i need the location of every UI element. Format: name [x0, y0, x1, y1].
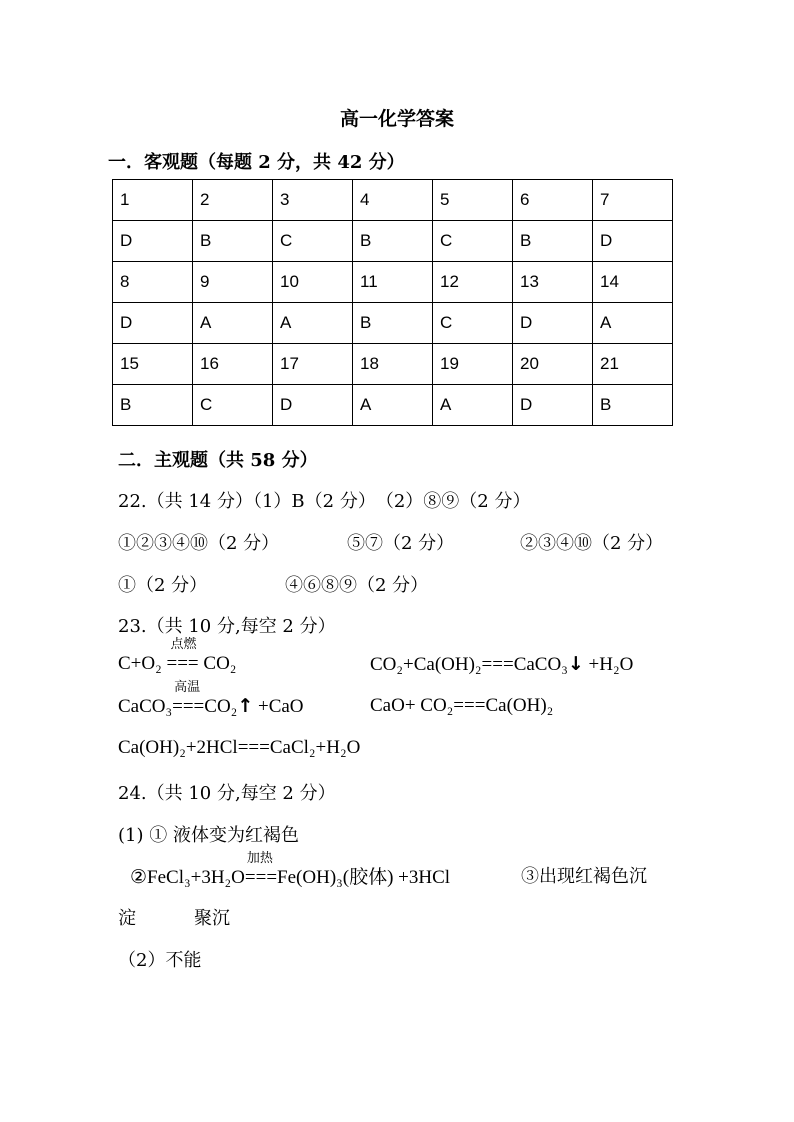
eq3-condition: 高温 [174, 679, 201, 694]
table-cell: B [593, 385, 673, 426]
page-title: 高一化学答案 [339, 108, 454, 130]
q24-equation [130, 850, 451, 889]
table-cell: D [113, 221, 193, 262]
table-cell: A [433, 385, 513, 426]
table-cell: 17 [273, 344, 353, 385]
q23-equation-4: CaO+ CO₂===Ca(OH)₂ [370, 695, 554, 716]
eq3-right: CO₂ [204, 696, 238, 717]
table-cell: B [353, 303, 433, 344]
table-row [113, 303, 673, 344]
table-cell: 20 [513, 344, 593, 385]
table-cell: 5 [433, 180, 513, 221]
table-cell: 13 [513, 262, 593, 303]
table-cell: D [593, 221, 673, 262]
q24-line4: （2）不能 [118, 950, 202, 971]
table-cell: 18 [353, 344, 433, 385]
table-cell: 21 [593, 344, 673, 385]
table-cell: C [433, 303, 513, 344]
table-cell: 2 [193, 180, 273, 221]
table-cell: 6 [513, 180, 593, 221]
eq3-sign: === [172, 696, 205, 717]
section1-heading: 一．客观题（每题 2 分，共 42 分） [108, 152, 405, 173]
table-cell: 8 [113, 262, 193, 303]
up-arrow-icon: ↑ [237, 695, 254, 717]
q23-equation-1 [118, 636, 237, 675]
table-row [113, 385, 673, 426]
q24-line1: (1) ① 液体变为红褐色 [118, 825, 299, 846]
q24-eq-left: ②FeCl₃+3H₂O [130, 867, 245, 888]
table-cell: D [273, 385, 353, 426]
eq1-condition: 点燃 [170, 636, 197, 651]
eq1-left: C+O₂ [118, 653, 167, 674]
table-cell: B [513, 221, 593, 262]
table-cell: 19 [433, 344, 513, 385]
table-row [113, 221, 673, 262]
down-arrow-icon: ↓ [567, 653, 584, 675]
table-cell: 1 [113, 180, 193, 221]
q24-line3b: 聚沉 [194, 908, 230, 929]
table-cell: 15 [113, 344, 193, 385]
eq1-sign: === [166, 653, 199, 674]
q22-answer-e: ④⑥⑧⑨（2 分） [285, 575, 429, 596]
table-row [113, 262, 673, 303]
q24-header: 24.（共 10 分,每空 2 分） [118, 783, 336, 804]
table-row [113, 344, 673, 385]
q22-answer-a: ①②③④⑩（2 分） [118, 533, 280, 554]
q23-equation-3 [118, 679, 304, 718]
q24-line3a: 淀 [118, 908, 136, 929]
eq2-text: CO₂+Ca(OH)₂===CaCO₃ [370, 654, 568, 675]
table-cell: 12 [433, 262, 513, 303]
eq3-left: CaCO₃ [118, 696, 173, 717]
eq1-right: CO₂ [198, 653, 237, 674]
q23-equation-5: Ca(OH)₂+2HCl===CaCl₂+H₂O [118, 737, 361, 758]
q24-eq-condition: 加热 [246, 850, 273, 865]
eq2-tail: +H₂O [583, 654, 634, 675]
table-cell: C [193, 385, 273, 426]
table-cell: A [193, 303, 273, 344]
q24-eq-right: Fe(OH)₃(胶体) +3HCl [277, 867, 451, 888]
table-cell: D [513, 303, 593, 344]
q22-answer-d: ①（2 分） [118, 575, 208, 596]
table-cell: 9 [193, 262, 273, 303]
table-cell: D [113, 303, 193, 344]
table-cell: C [433, 221, 513, 262]
table-cell: 14 [593, 262, 673, 303]
table-cell: D [513, 385, 593, 426]
table-cell: A [593, 303, 673, 344]
table-cell: B [113, 385, 193, 426]
section2-heading: 二．主观题（共 58 分） [118, 450, 318, 471]
eq3-tail: +CaO [253, 696, 304, 717]
table-cell: B [353, 221, 433, 262]
table-cell: C [273, 221, 353, 262]
table-cell: 4 [353, 180, 433, 221]
q23-equation-2 [370, 653, 633, 676]
table-cell: A [273, 303, 353, 344]
table-cell: 10 [273, 262, 353, 303]
answer-table [112, 179, 673, 426]
table-cell: 16 [193, 344, 273, 385]
q22-answer-c: ②③④⑩（2 分） [520, 533, 664, 554]
table-cell: B [193, 221, 273, 262]
q22-answer-b: ⑤⑦（2 分） [347, 533, 455, 554]
q24-eq-sign: === [244, 867, 278, 888]
table-cell: 3 [273, 180, 353, 221]
table-cell: A [353, 385, 433, 426]
q24-line2b: ③出现红褐色沉 [521, 866, 647, 887]
q22-line1: 22.（共 14 分）（1）B（2 分） （2）⑧⑨（2 分） [118, 491, 531, 512]
table-row [113, 180, 673, 221]
table-cell: 7 [593, 180, 673, 221]
table-cell: 11 [353, 262, 433, 303]
q23-header: 23.（共 10 分,每空 2 分） [118, 616, 336, 637]
